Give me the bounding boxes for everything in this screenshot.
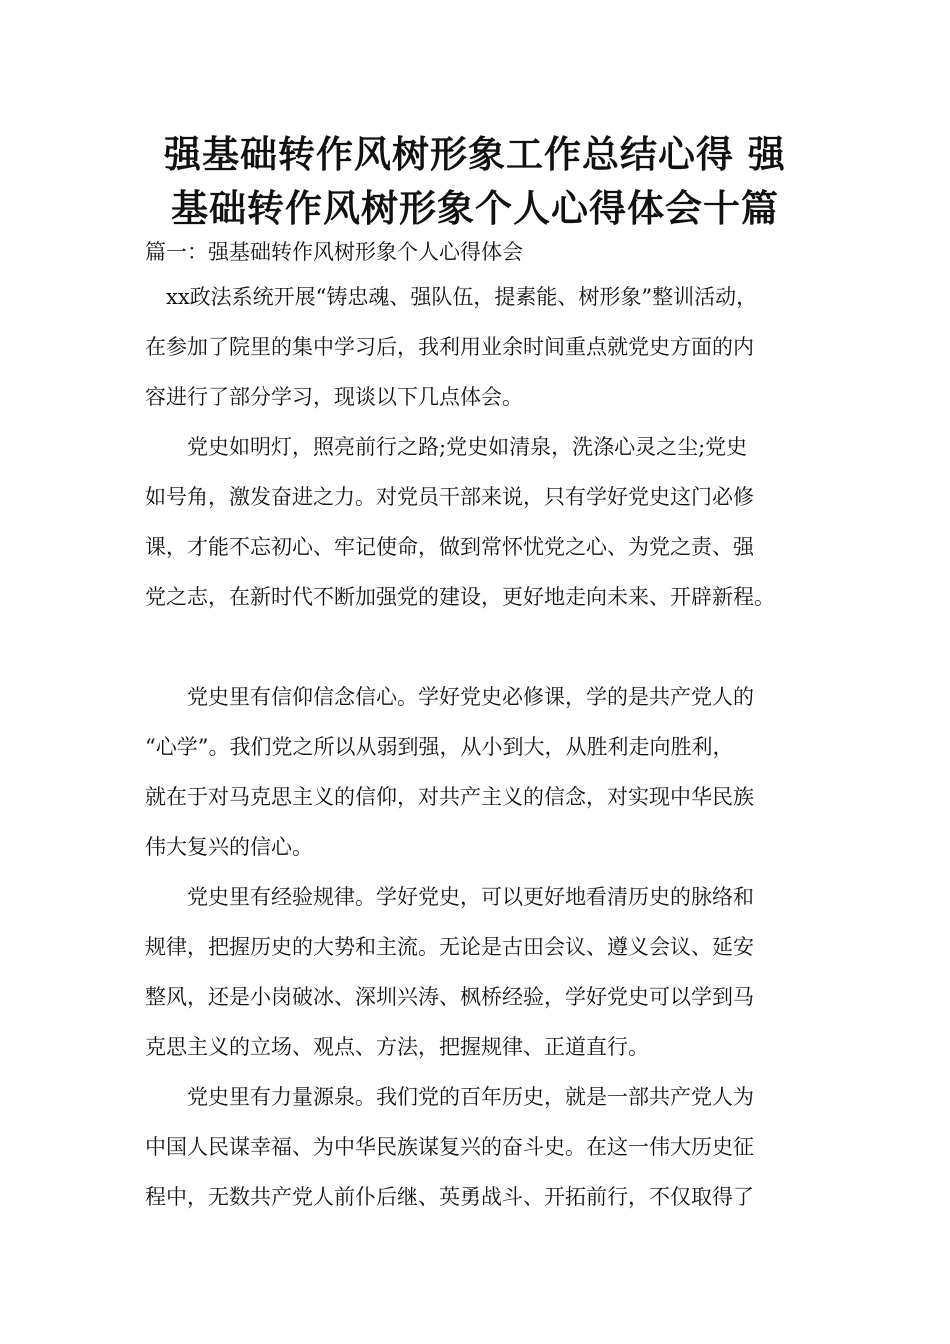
- paragraph-gap: [145, 622, 815, 672]
- section-heading: 篇一：强基础转作风树形象个人心得体会: [145, 240, 523, 264]
- paragraph-line: 程中，无数共产党人前仆后继、英勇战斗、开拓前行，不仅取得了: [145, 1185, 754, 1209]
- title-line: 基础转作风树形象个人心得体会十篇: [171, 187, 779, 230]
- paragraph-line: 克思主义的立场、观点、方法，把握规律、正道直行。: [145, 1035, 649, 1059]
- paragraph-line: 在参加了院里的集中学习后，我利用业余时间重点就党史方面的内: [145, 335, 754, 359]
- paragraph-line: 课，才能不忘初心、牢记使命，做到常怀忧党之心、为党之责、强: [145, 535, 754, 559]
- paragraph-line: 就在于对马克思主义的信仰，对共产主义的信念，对实现中华民族: [145, 785, 754, 809]
- paragraph-line: 党之志，在新时代不断加强党的建设，更好地走向未来、开辟新程。: [145, 585, 775, 609]
- paragraph-line: “心学”。我们党之所以从弱到强，从小到大，从胜利走向胜利，: [145, 735, 734, 759]
- paragraph: [145, 272, 815, 422]
- paragraph-line: 党史里有力量源泉。我们党的百年历史，就是一部共产党人为: [187, 1085, 754, 1109]
- paragraph: [145, 872, 815, 1072]
- paragraph-line: 如号角，激发奋进之力。对党员干部来说，只有学好党史这门必修: [145, 485, 754, 509]
- paragraph: [145, 422, 815, 622]
- paragraph-line: xx政法系统开展“铸忠魂、强队伍，提素能、树形象”整训活动，: [166, 285, 758, 309]
- paragraph: [145, 672, 815, 872]
- paragraph-line: 党史如明灯，照亮前行之路;党史如清泉，洗涤心灵之尘;党史: [187, 435, 748, 459]
- document-body: [145, 232, 815, 1222]
- paragraph-line: 容进行了部分学习，现谈以下几点体会。: [145, 385, 523, 409]
- paragraph-line: 规律，把握历史的大势和主流。无论是古田会议、遵义会议、延安: [145, 935, 754, 959]
- paragraph-line: 党史里有信仰信念信心。学好党史必修课，学的是共产党人的: [187, 685, 754, 709]
- paragraph-line: 中国人民谋幸福、为中华民族谋复兴的奋斗史。在这一伟大历史征: [145, 1135, 754, 1159]
- paragraph-line: 整风，还是小岗破冰、深圳兴涛、枫桥经验，学好党史可以学到马: [145, 985, 754, 1009]
- paragraph-line: 党史里有经验规律。学好党史，可以更好地看清历史的脉络和: [187, 885, 754, 909]
- document-title: [120, 128, 830, 236]
- paragraph-line: 伟大复兴的信心。: [145, 835, 313, 859]
- title-line: 强基础转作风树形象工作总结心得 强: [164, 133, 786, 176]
- paragraph: [145, 1072, 815, 1222]
